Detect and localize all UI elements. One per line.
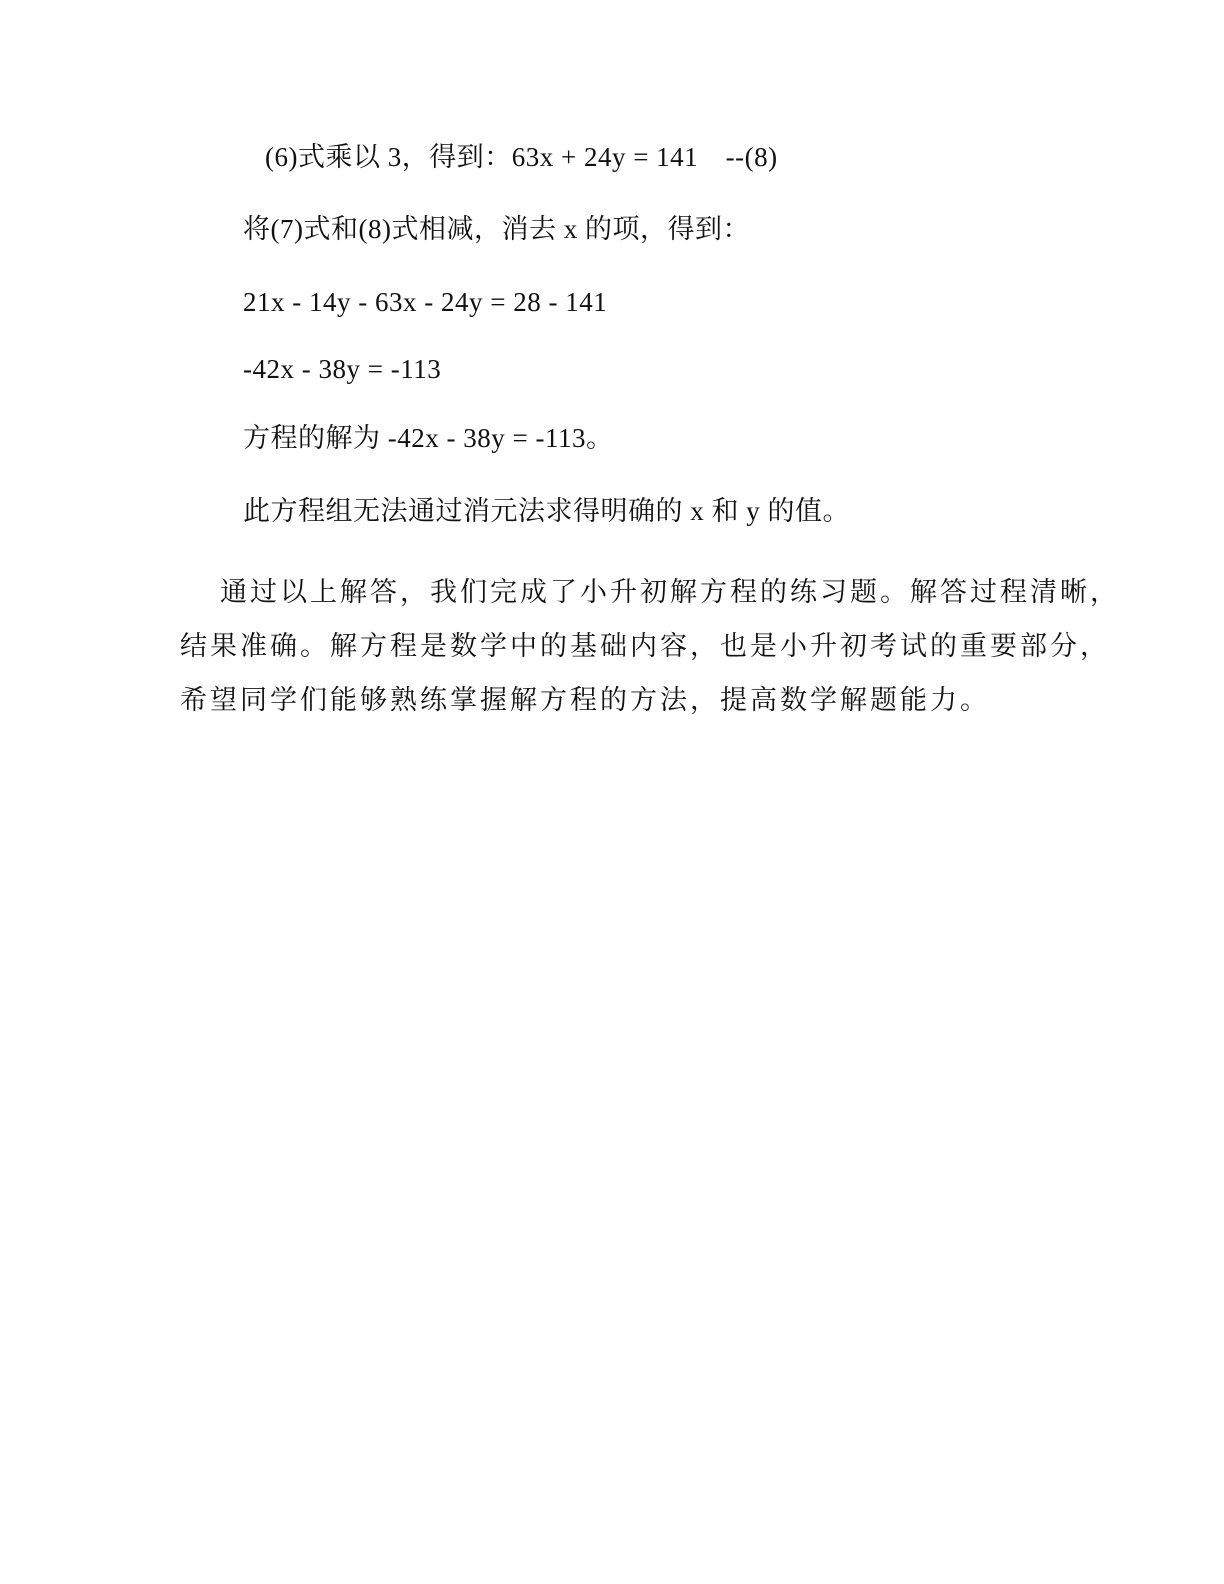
- subtraction-instruction-line: 将(7)式和(8)式相减，消去 x 的项，得到：: [243, 214, 750, 244]
- conclusion-line: 通过以上解答，我们完成了小升初解方程的练习题。解答过程清晰，: [220, 577, 1120, 607]
- conclusion-line: 结果准确。解方程是数学中的基础内容，也是小升初考试的重要部分，: [180, 631, 1110, 661]
- solution-statement-line: 方程的解为 -42x - 38y = -113。: [243, 423, 614, 453]
- equation-step-line: (6)式乘以 3，得到：63x + 24y = 141 --(8): [265, 142, 778, 172]
- conclusion-paragraph: [180, 565, 1120, 727]
- equation-result-line: -42x - 38y = -113: [243, 354, 442, 384]
- conclusion-line: 希望同学们能够熟练掌握解方程的方法，提高数学解题能力。: [180, 685, 990, 715]
- no-solution-note-line: 此方程组无法通过消元法求得明确的 x 和 y 的值。: [243, 496, 850, 526]
- equation-step-line: 21x - 14y - 63x - 24y = 28 - 141: [243, 287, 608, 317]
